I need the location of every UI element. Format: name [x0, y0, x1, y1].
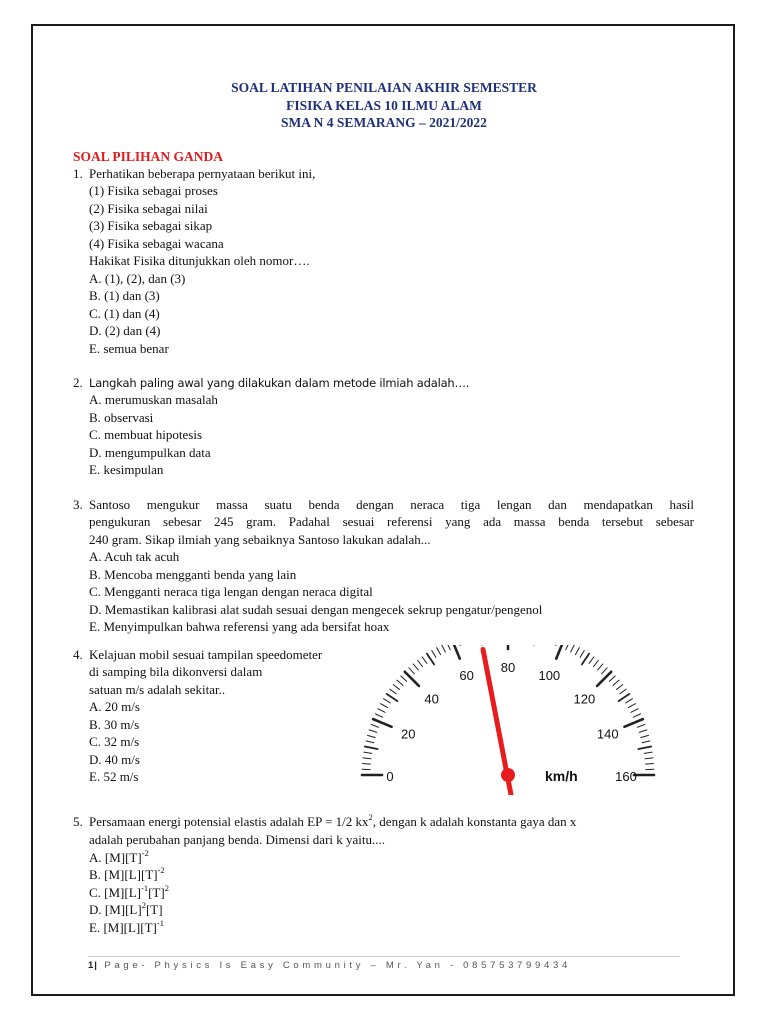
option-text: [T] — [145, 902, 163, 917]
answer-option: E. Menyimpulkan bahwa referensi yang ada bersifat hoax — [89, 619, 390, 634]
question-prompt: Hakikat Fisika ditunjukkan oleh nomor…. — [89, 253, 310, 268]
option-text: [T] — [148, 885, 165, 900]
answer-option: A. merumuskan masalah — [89, 392, 218, 407]
statement: (3) Fisika sebagai sikap — [89, 218, 213, 233]
statement: (1) Fisika sebagai proses — [89, 183, 218, 198]
option-text: E. [M][L][T] — [89, 920, 157, 935]
superscript: 2 — [141, 899, 146, 910]
page-number: 1 — [88, 960, 95, 971]
gauge-tick-label: 60 — [459, 668, 474, 684]
option-text: A. [M][T] — [89, 850, 142, 865]
superscript: -2 — [157, 864, 165, 875]
question-stem: Perhatikan beberapa pernyataan berikut ini, — [89, 166, 316, 181]
answer-option: D. 40 m/s — [89, 752, 140, 767]
question-stem-line: Santoso mengukur massa suatu benda dengan neraca tiga lengan dan mendapatkan hasil — [89, 497, 694, 512]
answer-option — [89, 901, 163, 918]
statement: (2) Fisika sebagai nilai — [89, 201, 208, 216]
answer-option: A. Acuh tak acuh — [89, 549, 180, 564]
gauge-tick-label: 40 — [424, 691, 439, 707]
answer-option — [89, 884, 169, 901]
question-stem-line: adalah perubahan panjang benda. Dimensi dari k yaitu.... — [89, 832, 386, 847]
superscript: 2 — [368, 811, 373, 822]
gauge-tick-label: 0 — [386, 769, 394, 784]
question-stem: Langkah paling awal yang dilakukan dalam metode ilmiah adalah…. — [89, 376, 470, 390]
gauge-tick-label: 100 — [538, 668, 561, 684]
question-stem-line: 240 gram. Sikap ilmiah yang sebaiknya Santoso lakukan adalah... — [89, 532, 431, 547]
answer-option: C. membuat hipotesis — [89, 427, 203, 442]
option-text: B. [M][L][T] — [89, 867, 158, 882]
gauge-minor-tick — [646, 764, 654, 765]
question-stem-line: Kelajuan mobil sesuai tampilan speedometer — [89, 647, 323, 662]
superscript: -1 — [141, 882, 149, 893]
answer-option: B. Mencoba mengganti benda yang lain — [89, 567, 297, 582]
answer-option — [89, 866, 165, 883]
speedometer-hub — [501, 768, 515, 782]
footer-text: Page- Physics Is Easy Community – Mr. Yan - 085753799434 — [104, 960, 571, 971]
superscript: 2 — [164, 882, 169, 893]
answer-option: C. (1) dan (4) — [89, 306, 160, 321]
answer-option: D. Memastikan kalibrasi alat sudah sesuai dengan mengecek sekrup pengatur/pengenol — [89, 602, 543, 617]
statement: (4) Fisika sebagai wacana — [89, 236, 224, 251]
superscript: -1 — [156, 917, 164, 928]
answer-option: E. kesimpulan — [89, 462, 164, 477]
answer-option: C. Mengganti neraca tiga lengan dengan neraca digital — [89, 584, 373, 599]
option-text: C. [M][L] — [89, 885, 141, 900]
question-number: 2. — [73, 375, 83, 390]
header-line-1: SOAL LATIHAN PENILAIAN AKHIR SEMESTER — [231, 80, 537, 95]
answer-option: A. (1), (2), dan (3) — [89, 271, 186, 286]
question-number: 4. — [73, 647, 83, 662]
answer-option: B. 30 m/s — [89, 717, 140, 732]
question-stem-line: satuan m/s adalah sekitar.. — [89, 682, 226, 697]
answer-option: B. observasi — [89, 410, 154, 425]
answer-option: C. 32 m/s — [89, 734, 140, 749]
header-line-2: FISIKA KELAS 10 ILMU ALAM — [286, 97, 482, 113]
answer-option: D. mengumpulkan data — [89, 445, 211, 460]
speedometer-gauge — [352, 645, 662, 795]
answer-option: E. 52 m/s — [89, 769, 139, 784]
footer-separator: | — [94, 960, 98, 971]
answer-option: E. semua benar — [89, 341, 169, 356]
question-number: 5. — [73, 814, 83, 829]
section-title: SOAL PILIHAN GANDA — [73, 149, 224, 164]
gauge-tick-label: 120 — [573, 691, 596, 707]
gauge-tick-label: 140 — [596, 726, 619, 742]
speedometer-unit: km/h — [545, 768, 578, 784]
question-stem-line: pengukuran sebesar 245 gram. Padahal sesuai referensi yang ada massa benda tersebut sebesar — [89, 514, 694, 529]
answer-option — [89, 849, 149, 866]
question-number: 1. — [73, 166, 83, 181]
answer-option: D. (2) dan (4) — [89, 323, 161, 338]
question-number: 3. — [73, 497, 83, 512]
answer-option: A. 20 m/s — [89, 699, 140, 714]
option-text: D. [M][L] — [89, 902, 142, 917]
answer-option: B. (1) dan (3) — [89, 288, 160, 303]
gauge-minor-tick — [362, 764, 370, 765]
header-line-3: SMA N 4 SEMARANG – 2021/2022 — [281, 115, 487, 130]
stem-text: Persamaan energi potensial elastis adalah EP = 1/2 kx — [89, 814, 369, 829]
question-stem-line: di samping bila dikonversi dalam — [89, 664, 263, 679]
footer-divider — [88, 956, 680, 957]
document-header — [0, 79, 768, 132]
gauge-tick-label: 80 — [500, 660, 516, 675]
superscript: -2 — [141, 847, 149, 858]
question-stem-line — [89, 813, 694, 830]
gauge-tick-label: 160 — [615, 769, 637, 784]
answer-option — [89, 919, 164, 936]
gauge-tick-label: 20 — [400, 726, 416, 742]
page-footer — [88, 960, 571, 971]
stem-text: , dengan k adalah konstanta gaya dan x — [372, 814, 577, 829]
